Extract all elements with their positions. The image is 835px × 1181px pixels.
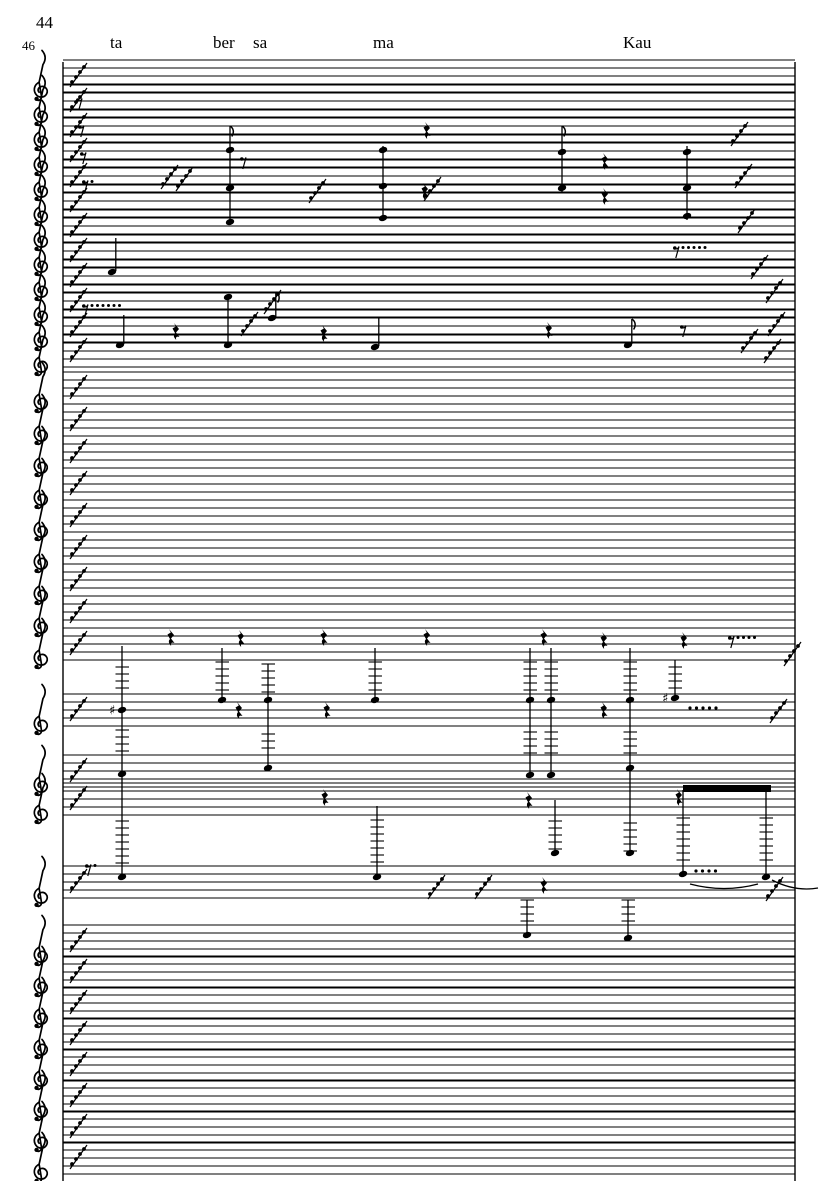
grace-run-figure xyxy=(741,329,758,353)
grace-run-figure xyxy=(770,699,787,723)
stem-column-with-ledger-lines xyxy=(662,660,682,707)
stem-column-with-ledger-lines xyxy=(524,648,538,779)
staff xyxy=(34,325,795,376)
staff xyxy=(34,394,795,445)
staff xyxy=(34,426,795,477)
grace-run-figure xyxy=(70,786,87,810)
staff xyxy=(34,458,795,509)
grace-run-figure xyxy=(241,312,258,336)
staff xyxy=(34,1132,795,1181)
quarter-rest-icon xyxy=(424,122,431,139)
grace-run-figure xyxy=(784,642,801,666)
lyric-syllable: ma xyxy=(373,33,394,52)
augmentation-dots xyxy=(694,869,717,872)
grace-run-figure xyxy=(766,279,783,303)
eighth-rest-icon xyxy=(76,98,82,110)
quarter-rest-icon xyxy=(526,792,533,809)
grace-run-figure xyxy=(70,439,87,463)
lyric-syllable: ber xyxy=(213,33,235,52)
eighth-rest-icon xyxy=(80,152,86,164)
treble-clef-icon xyxy=(34,915,47,966)
grace-run-figure xyxy=(428,875,445,899)
grace-run-figure xyxy=(70,535,87,559)
grace-run-figure xyxy=(70,869,87,893)
grace-run-figure xyxy=(70,1052,87,1076)
treble-clef-icon xyxy=(34,50,47,101)
grace-run-figure xyxy=(70,990,87,1014)
grace-run-figure xyxy=(70,1114,87,1138)
staff xyxy=(34,1008,795,1059)
note xyxy=(115,315,125,349)
quarter-rest-icon xyxy=(168,629,175,646)
note xyxy=(107,238,117,276)
measure-number-top: 44 xyxy=(36,13,53,32)
staff xyxy=(34,684,795,735)
stem-column-with-ledger-lines xyxy=(371,806,385,881)
quarter-rest-icon xyxy=(546,322,553,339)
sharp-accidental: ♯ xyxy=(662,691,669,707)
lyric-syllable: Kau xyxy=(623,33,652,52)
staff xyxy=(34,915,795,966)
lyric-syllable: ta xyxy=(110,33,123,52)
staff xyxy=(34,745,795,796)
grace-run-figure xyxy=(70,471,87,495)
grace-run-figure xyxy=(70,63,87,87)
stem-column-with-ledger-lines xyxy=(760,790,774,881)
quarter-rest-icon xyxy=(322,789,329,806)
staff xyxy=(34,1039,795,1090)
augmentation-dots xyxy=(688,706,717,709)
quarter-rest-icon xyxy=(541,877,548,894)
tie-curve xyxy=(690,884,758,889)
staff xyxy=(34,1101,795,1152)
staff xyxy=(34,773,795,824)
grace-run-figure xyxy=(70,567,87,591)
staff xyxy=(34,977,795,1028)
measure-number-left: 46 xyxy=(22,38,35,53)
quarter-rest-icon xyxy=(676,789,683,806)
quarter-rest-icon xyxy=(541,629,548,646)
staff xyxy=(34,586,795,637)
stem-column-with-ledger-lines xyxy=(624,648,638,857)
grace-run-figure xyxy=(70,1021,87,1045)
staff xyxy=(34,554,795,605)
staff xyxy=(34,1070,795,1121)
lyric-syllable: sa xyxy=(253,33,268,52)
grace-run-figure xyxy=(70,631,87,655)
grace-run-figure xyxy=(738,209,755,233)
grace-run-figure xyxy=(70,1083,87,1107)
stem-column-with-ledger-lines xyxy=(549,800,563,857)
grace-run-figure xyxy=(70,503,87,527)
barlines-layer xyxy=(63,62,795,1181)
grace-run-figure xyxy=(70,697,87,721)
grace-run-figure xyxy=(70,928,87,952)
staff xyxy=(34,362,795,413)
grace-run-figure xyxy=(70,959,87,983)
grace-run-figure xyxy=(309,179,326,203)
stem-column-with-ledger-lines xyxy=(216,648,230,704)
stem-column-with-ledger-lines xyxy=(622,900,636,942)
staves-layer xyxy=(34,50,795,1181)
treble-clef-icon xyxy=(34,684,47,735)
staff xyxy=(34,618,795,669)
stem-column-with-ledger-lines xyxy=(369,648,383,704)
staff xyxy=(34,856,795,907)
quarter-rest-icon xyxy=(601,632,608,649)
grace-run-figure xyxy=(176,167,193,191)
grace-run-figure xyxy=(70,599,87,623)
grace-run-figure xyxy=(70,758,87,782)
grace-run-figure xyxy=(70,407,87,431)
stem-column-with-ledger-lines xyxy=(109,646,129,881)
quarter-rest-icon xyxy=(321,629,328,646)
quarter-rest-icon xyxy=(602,188,609,205)
grace-run-figure xyxy=(70,375,87,399)
grace-run-figure xyxy=(70,1145,87,1169)
eighth-rest-icon xyxy=(673,246,707,258)
staff xyxy=(34,522,795,573)
staff xyxy=(34,946,795,997)
eighth-rest-icon xyxy=(728,636,756,648)
grace-run-figure xyxy=(475,875,492,899)
quarter-rest-icon xyxy=(681,632,688,649)
grace-run-figure xyxy=(768,312,785,336)
treble-clef-icon xyxy=(34,745,47,796)
beam xyxy=(683,785,771,792)
quarter-rest-icon xyxy=(424,629,431,646)
treble-clef-icon xyxy=(34,856,47,907)
staff xyxy=(34,490,795,541)
notation-items-layer xyxy=(76,98,818,942)
stem-column-with-ledger-lines xyxy=(545,648,559,779)
sharp-accidental: ♯ xyxy=(109,703,116,719)
